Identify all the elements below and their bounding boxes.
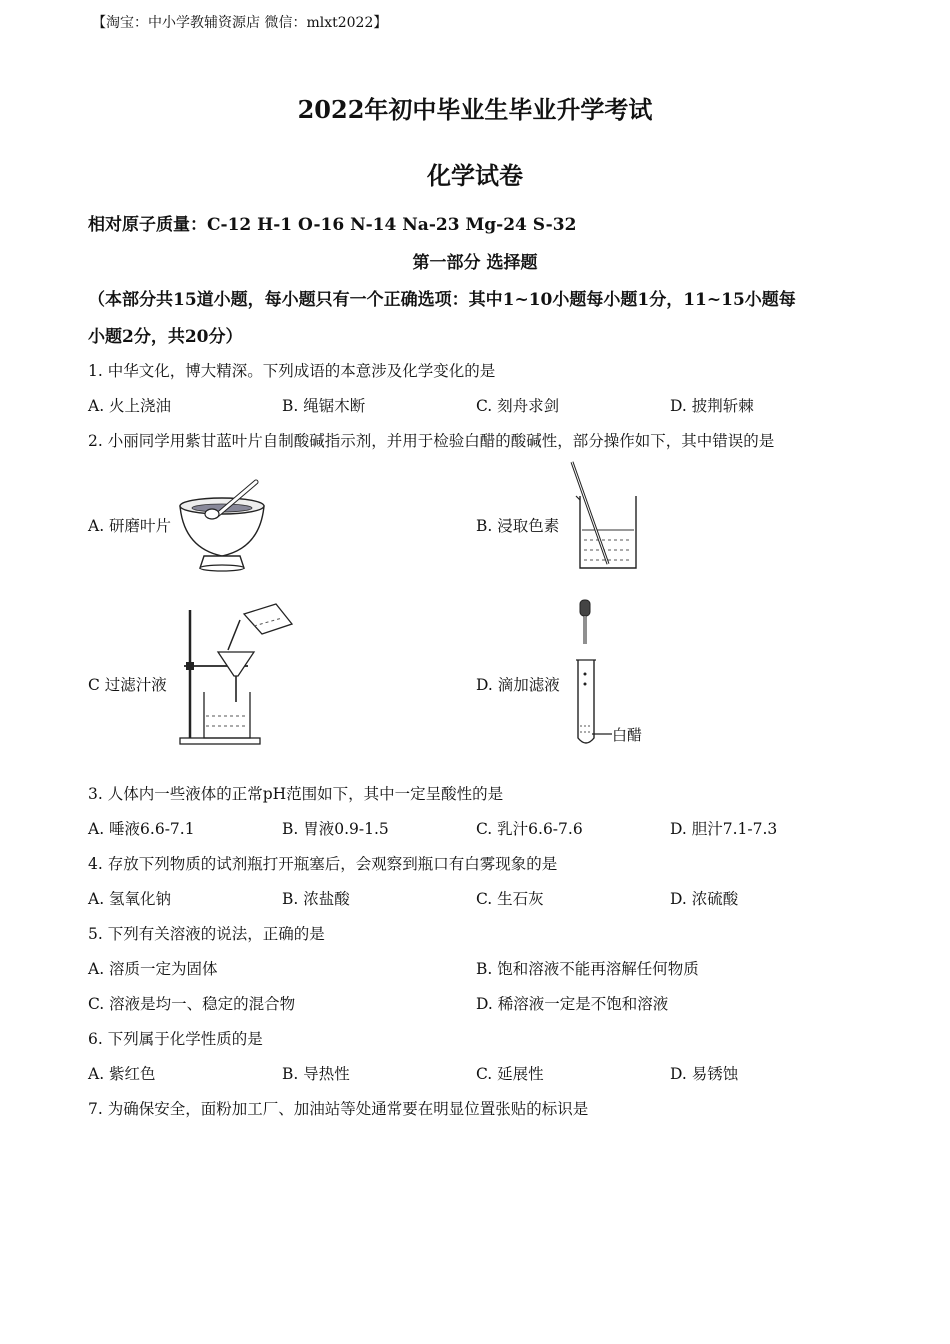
- question-4-option-a: A. 氢氧化钠: [88, 890, 172, 908]
- question-5-option-b: B. 饱和溶液不能再溶解任何物质: [476, 960, 699, 978]
- question-1-stem: 1. 中华文化，博大精深。下列成语的本意涉及化学变化的是: [88, 362, 496, 380]
- question-3-option-c: C. 乳汁6.6-7.6: [476, 820, 583, 838]
- beaker-stirring-figure: [568, 460, 648, 572]
- question-6-option-c: C. 延展性: [476, 1065, 544, 1083]
- question-5-option-d: D. 稀溶液一定是不饱和溶液: [476, 995, 669, 1013]
- question-6-option-b: B. 导热性: [282, 1065, 350, 1083]
- section-title: 第一部分 选择题: [412, 253, 538, 273]
- question-1-option-b: B. 绳锯木断: [282, 397, 366, 415]
- question-7-stem: 7. 为确保安全，面粉加工厂、加油站等处通常要在明显位置张贴的标识是: [88, 1100, 589, 1118]
- question-6-option-a: A. 紫红色: [88, 1065, 156, 1083]
- question-1-option-c: C. 刻舟求剑: [476, 397, 560, 415]
- question-2-option-a: A. 研磨叶片: [88, 517, 172, 535]
- question-3-option-d: D. 胆汁7.1-7.3: [670, 820, 778, 838]
- question-5-option-a: A. 溶质一定为固体: [88, 960, 218, 978]
- question-5-stem: 5. 下列有关溶液的说法，正确的是: [88, 925, 325, 943]
- question-6-option-d: D. 易锈蚀: [670, 1065, 739, 1083]
- section-note-line2: 小题2分，共20分）: [88, 327, 243, 347]
- filtration-figure: [178, 600, 298, 750]
- question-6-stem: 6. 下列属于化学性质的是: [88, 1030, 263, 1048]
- question-1-option-d: D. 披荆斩棘: [670, 397, 754, 415]
- question-2-option-b: B. 浸取色素: [476, 517, 560, 535]
- section-note-line1: （本部分共15道小题，每小题只有一个正确选项：其中1~10小题每小题1分，11~15小题每: [88, 290, 796, 310]
- question-4-option-b: B. 浓盐酸: [282, 890, 350, 908]
- question-4-stem: 4. 存放下列物质的试剂瓶打开瓶塞后，会观察到瓶口有白雾现象的是: [88, 855, 558, 873]
- question-4-option-c: C. 生石灰: [476, 890, 544, 908]
- question-3-option-a: A. 唾液6.6-7.1: [88, 820, 195, 838]
- exam-title: 2022年初中毕业生毕业升学考试: [297, 95, 653, 124]
- mortar-pestle-figure: [176, 476, 268, 576]
- question-2-option-d: D. 滴加滤液: [476, 676, 560, 694]
- page-header: 【淘宝：中小学教辅资源店 微信：mlxt2022】: [92, 15, 388, 31]
- vinegar-label: 白醋: [612, 726, 643, 744]
- dropper-testtube-figure: [570, 598, 660, 754]
- question-2-option-c: C 过滤汁液: [88, 676, 167, 694]
- question-5-option-c: C. 溶液是均一、稳定的混合物: [88, 995, 296, 1013]
- question-3-stem: 3. 人体内一些液体的正常pH范围如下，其中一定呈酸性的是: [88, 785, 504, 803]
- question-2-stem: 2. 小丽同学用紫甘蓝叶片自制酸碱指示剂，并用于检验白醋的酸碱性，部分操作如下，其中错误的是: [88, 432, 775, 450]
- question-3-option-b: B. 胃液0.9-1.5: [282, 820, 389, 838]
- exam-subtitle: 化学试卷: [427, 161, 523, 190]
- atomic-masses: 相对原子质量：C-12 H-1 O-16 N-14 Na-23 Mg-24 S-32: [88, 215, 577, 235]
- question-1-option-a: A. 火上浇油: [88, 397, 172, 415]
- question-4-option-d: D. 浓硫酸: [670, 890, 739, 908]
